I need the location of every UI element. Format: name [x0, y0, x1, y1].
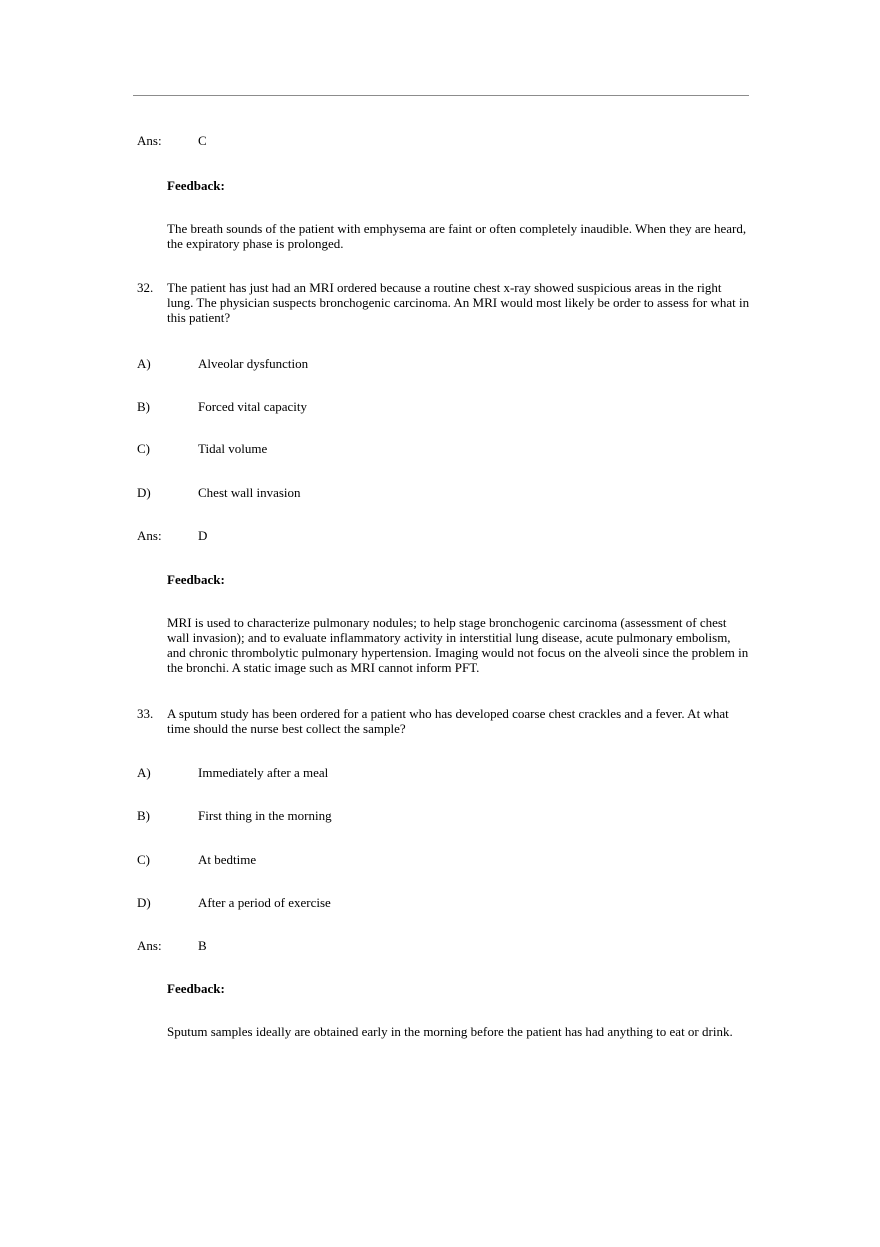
question-stem: The patient has just had an MRI ordered because a routine chest x-ray showed suspicious areas in the right lung. The physician suspects bronchogenic carcinoma. An MRI would most likely be order to assess for what in this patient?	[167, 280, 750, 325]
option-letter: D)	[137, 485, 151, 500]
feedback-text: Sputum samples ideally are obtained early in the morning before the patient has had anything to eat or drink.	[167, 1024, 733, 1039]
answer-label: Ans:	[137, 528, 162, 543]
option-letter: B)	[137, 399, 150, 414]
option-letter: D)	[137, 895, 151, 910]
answer-value: C	[198, 133, 207, 148]
feedback-label: Feedback:	[167, 178, 225, 193]
option-text: Tidal volume	[198, 441, 268, 456]
feedback-label: Feedback:	[167, 572, 225, 587]
answer-label: Ans:	[137, 133, 162, 148]
feedback-label: Feedback:	[167, 981, 225, 996]
option-letter: C)	[137, 852, 150, 867]
option-text: Forced vital capacity	[198, 399, 308, 414]
answer-value: D	[198, 528, 208, 543]
option-letter: B)	[137, 808, 150, 823]
option-text: Immediately after a meal	[198, 765, 329, 780]
question-number: 33.	[137, 706, 154, 721]
feedback-text: The breath sounds of the patient with emphysema are faint or often completely inaudible. When they are heard, the expiratory phase is prolonged.	[167, 221, 747, 251]
option-letter: A)	[137, 356, 151, 371]
question-stem: A sputum study has been ordered for a patient who has developed coarse chest crackles and a fever. At what time should the nurse best collect the sample?	[167, 706, 729, 736]
option-text: Alveolar dysfunction	[198, 356, 309, 371]
question-number: 32.	[137, 280, 154, 295]
option-text: Chest wall invasion	[198, 485, 301, 500]
option-text: After a period of exercise	[198, 895, 331, 910]
option-letter: C)	[137, 441, 150, 456]
feedback-text: MRI is used to characterize pulmonary nodules; to help stage bronchogenic carcinoma (assessment of chest wall invasion); and to evaluate inflammatory activity in interstitial lung disease, acute pulmonary embolism, and chronic thrombolytic pulmonary hypertension. Imaging would not focus on the alveoli since the problem in the bronchi. A static image such as MRI cannot inform PFT.	[167, 615, 749, 675]
option-text: First thing in the morning	[198, 808, 332, 823]
answer-value: B	[198, 938, 207, 953]
option-text: At bedtime	[198, 852, 257, 867]
option-letter: A)	[137, 765, 151, 780]
header-rule	[133, 95, 749, 96]
answer-label: Ans:	[137, 938, 162, 953]
